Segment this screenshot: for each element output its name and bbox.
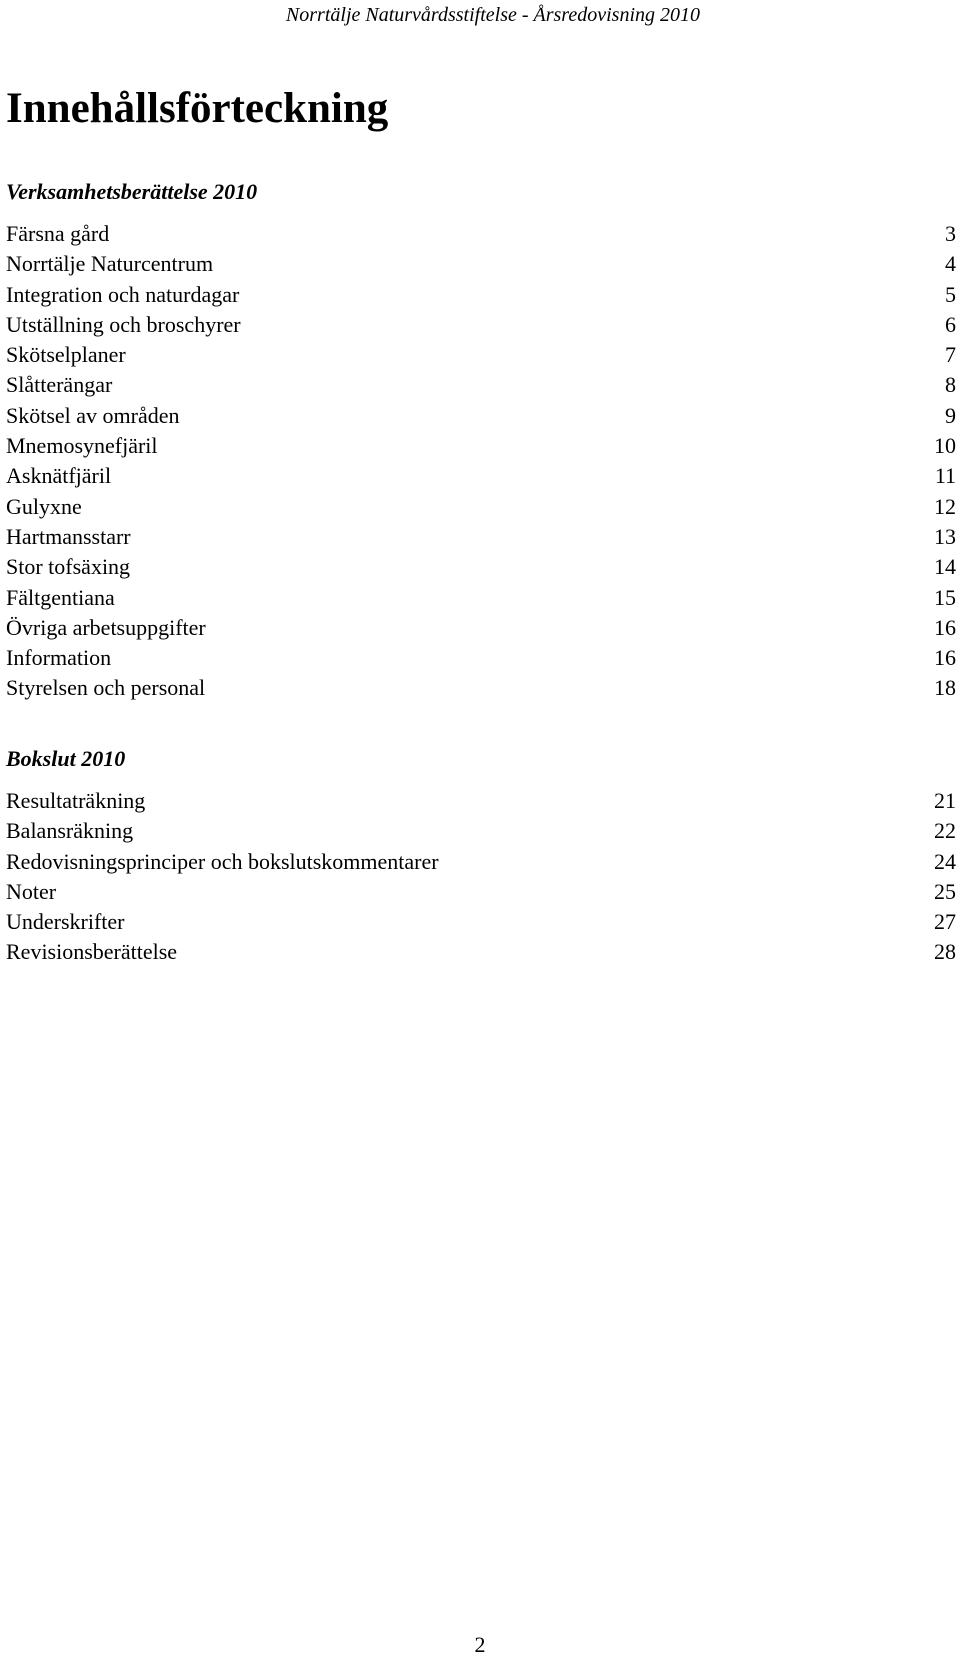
toc-entry-label: Asknätfjäril: [6, 463, 112, 489]
toc-entry: [6, 219, 956, 249]
toc-entry-page-number: 21: [934, 788, 956, 813]
section-heading-verksamhetsberattelse: Verksamhetsberättelse 2010: [6, 179, 258, 204]
toc-entry-page-number: 18: [934, 675, 956, 701]
toc-entry-page-number: 3: [945, 221, 956, 246]
toc-entry-page-number: 27: [934, 909, 956, 935]
toc-entry-page-number: 10: [934, 433, 956, 459]
toc-entry: [6, 816, 956, 846]
toc-entry-page-number: 4: [945, 251, 956, 277]
toc-entry-label: Noter: [6, 878, 57, 904]
toc-entry-page-number: 22: [934, 818, 956, 844]
toc-entry-page-number: 9: [945, 402, 956, 428]
toc-entry: [6, 673, 956, 703]
toc-entry: [6, 613, 956, 643]
toc-entry-label: Information: [6, 645, 112, 671]
toc-entry-label: Norrtälje Naturcentrum: [6, 251, 214, 277]
toc-entry-label: Övriga arbetsuppgifter: [6, 614, 206, 640]
toc-entry-label: Fältgentiana: [6, 584, 115, 610]
toc-entry-label: Slåtterängar: [6, 372, 113, 398]
toc-entry: [6, 431, 956, 461]
toc-entry: [6, 249, 956, 279]
toc-entry-page-number: 8: [945, 372, 956, 398]
toc-entry-label: Mnemosynefjäril: [6, 433, 158, 459]
toc-entry-label: Utställning och broschyrer: [6, 311, 241, 337]
page-title: Innehållsförteckning: [6, 85, 389, 132]
toc-entry-page-number: 5: [945, 281, 956, 307]
toc-entry-page-number: 11: [934, 463, 956, 489]
toc-entry-page-number: 16: [934, 614, 956, 640]
page-number: 2: [474, 1632, 486, 1657]
toc-entry-label: Styrelsen och personal: [6, 675, 206, 701]
toc-entry-page-number: 13: [934, 523, 956, 549]
toc-list-verksamhetsberattelse: [6, 219, 956, 704]
toc-entry: [6, 937, 956, 967]
toc-entry-label: Redovisningsprinciper och bokslutskommentarer: [6, 848, 439, 874]
toc-entry-label: Skötsel av områden: [6, 402, 180, 428]
toc-entry-label: Integration och naturdagar: [6, 281, 240, 307]
toc-entry-page-number: 12: [934, 493, 956, 519]
toc-entry: [6, 492, 956, 522]
toc-entry: [6, 340, 956, 370]
toc-entry-page-number: 24: [934, 848, 956, 874]
toc-entry-page-number: 7: [945, 342, 956, 368]
toc-entry-page-number: 15: [934, 584, 956, 610]
toc-entry-label: Resultaträkning: [6, 788, 146, 813]
toc-entry-label: Färsna gård: [6, 221, 110, 246]
toc-entry: [6, 786, 956, 816]
toc-entry: [6, 877, 956, 907]
toc-entry-label: Revisionsberättelse: [6, 939, 178, 965]
toc-entry: [6, 552, 956, 582]
toc-entry-label: Underskrifter: [6, 909, 125, 935]
toc-entry: [6, 583, 956, 613]
toc-entry: [6, 370, 956, 400]
toc-entry: [6, 907, 956, 937]
toc-entry-label: Balansräkning: [6, 818, 134, 844]
toc-entry-page-number: 6: [945, 311, 956, 337]
toc-entry: [6, 310, 956, 340]
toc-entry-page-number: 28: [934, 939, 956, 965]
section-heading-bokslut: Bokslut 2010: [6, 746, 126, 771]
toc-entry: [6, 280, 956, 310]
toc-entry: [6, 522, 956, 552]
toc-list-bokslut: [6, 786, 956, 968]
toc-entry: [6, 643, 956, 673]
toc-entry-label: Skötselplaner: [6, 342, 126, 368]
toc-entry: [6, 847, 956, 877]
toc-entry: [6, 461, 956, 491]
toc-entry-label: Gulyxne: [6, 493, 82, 519]
toc-entry-label: Hartmansstarr: [6, 523, 131, 549]
toc-entry-page-number: 25: [934, 878, 956, 904]
toc-entry: [6, 401, 956, 431]
toc-entry-page-number: 14: [934, 554, 956, 580]
toc-entry-page-number: 16: [934, 645, 956, 671]
toc-entry-label: Stor tofsäxing: [6, 554, 131, 580]
running-header: Norrtälje Naturvårdsstiftelse - Årsredovisning 2010: [285, 4, 700, 26]
